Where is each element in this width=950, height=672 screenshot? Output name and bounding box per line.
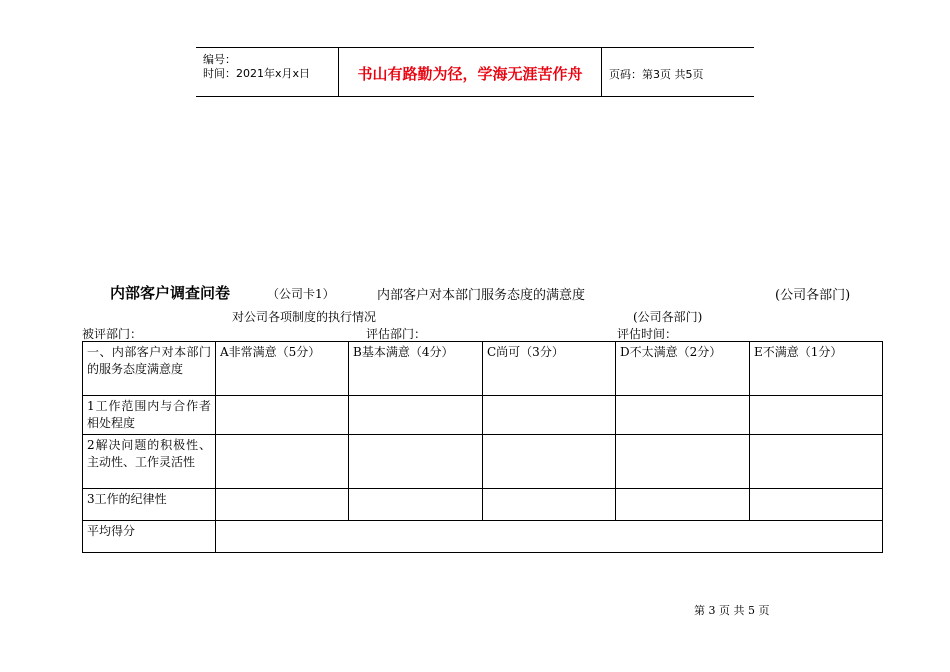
header-band [196,47,754,97]
eval-time-label: 评估时间： [617,327,678,341]
rating-cell[interactable] [750,489,883,521]
option-e-header: E不满意（1分） [750,342,883,396]
doc-subtitle: 内部客户对本部门服务态度的满意度 [377,288,586,303]
header-page-cell [602,48,754,96]
header-left-cell [196,48,339,96]
rating-cell[interactable] [616,489,750,521]
evaluated-dept-label: 被评部门： [82,327,143,341]
scope-label-2: (公司各部门) [633,310,703,324]
survey-table [82,341,883,553]
rating-cell[interactable] [616,396,750,435]
rating-cell[interactable] [750,435,883,489]
header-motto-cell [339,48,602,96]
rating-cell[interactable] [216,396,349,435]
page-info: 页码：第3页 共5页 [609,68,704,81]
rating-cell[interactable] [750,396,883,435]
average-label: 平均得分 [83,521,216,553]
rating-cell[interactable] [483,489,616,521]
table-row [83,396,883,435]
card-label: （公司卡1） [267,287,335,301]
option-a-header: A非常满意（5分） [216,342,349,396]
rating-cell[interactable] [349,435,483,489]
rating-cell[interactable] [349,489,483,521]
table-row [83,435,883,489]
time-label: 时间：2021年x月x日 [203,67,311,80]
question-header-cell: 一、内部客户对本部门的服务态度满意度 [83,342,216,396]
average-row [83,521,883,553]
rating-cell[interactable] [483,396,616,435]
rating-cell[interactable] [349,396,483,435]
rating-cell[interactable] [616,435,750,489]
average-score-cell[interactable] [216,521,883,553]
option-b-header: B基本满意（4分） [349,342,483,396]
option-c-header: C尚可（3分） [483,342,616,396]
table-header-row [83,342,883,396]
motto-text: 书山有路勤为径，学海无涯苦作舟 [357,65,583,83]
doc-title: 内部客户调查问卷 [110,284,231,302]
scope-label-1: (公司各部门) [775,288,851,303]
option-d-header: D不太满意（2分） [616,342,750,396]
rating-cell[interactable] [483,435,616,489]
row-label: 1工作范围内与合作者相处程度 [83,396,216,435]
exec-line: 对公司各项制度的执行情况 [232,310,377,324]
rating-cell[interactable] [216,489,349,521]
row-label: 3工作的纪律性 [83,489,216,521]
page-footer: 第 3 页 共 5 页 [694,604,770,617]
rating-cell[interactable] [216,435,349,489]
serial-label: 编号： [203,53,236,66]
table-row [83,489,883,521]
evaluating-dept-label: 评估部门： [366,327,427,341]
row-label: 2解决问题的积极性、主动性、工作灵活性 [83,435,216,489]
